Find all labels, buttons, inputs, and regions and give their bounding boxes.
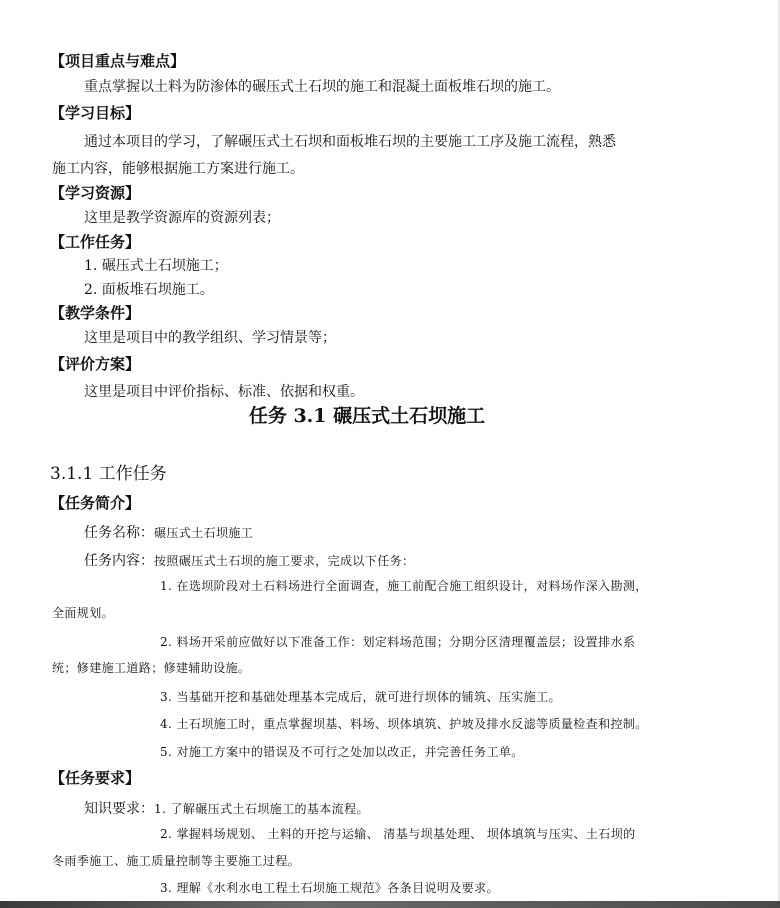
knowledge-label: 知识要求：	[84, 801, 154, 817]
subsection-title: 3.1.1 工作任务	[50, 464, 167, 484]
heading-evaluation: 【评价方案】	[50, 355, 141, 373]
requirement-item-2-line1: 2. 掌握料场规划、 土料的开挖与运输、 清基与坝基处理、 坝体填筑与压实、土石坝的	[160, 827, 636, 841]
resources-text: 这里是教学资源库的资源列表；	[84, 210, 280, 226]
heading-resources: 【学习资源】	[50, 184, 141, 202]
requirement-item-3: 3. 理解《水利水电工程土石坝施工规范》各条目说明及要求。	[160, 881, 499, 895]
intro-item-1-line1: 1. 在选坝阶段对土石料场进行全面调查，施工前配合施工组织设计，对料场作深入勘测，	[160, 579, 648, 593]
heading-conditions: 【教学条件】	[50, 304, 141, 322]
intro-item-5: 5. 对施工方案中的错误及不可行之处加以改正，并完善任务工单。	[160, 745, 524, 759]
task-content-row	[84, 552, 414, 568]
heading-task-requirements: 【任务要求】	[50, 769, 141, 787]
heading-task-intro: 【任务简介】	[50, 494, 141, 512]
knowledge-row	[84, 800, 369, 816]
goals-text-line2: 施工内容，能够根据施工方案进行施工。	[52, 161, 304, 177]
intro-item-2-line2: 统；修建施工道路；修建辅助设施。	[52, 661, 251, 675]
requirement-item-2-line2: 冬雨季施工、施工质量控制等主要施工过程。	[52, 854, 301, 868]
work-task-item-2: 2. 面板堆石坝施工。	[84, 282, 214, 298]
task-title: 任务 3.1 碾压式土石坝施工	[248, 405, 486, 427]
task-content-label: 任务内容：	[84, 553, 154, 569]
intro-item-1-line2: 全面规划。	[52, 606, 115, 620]
task-name-row	[84, 524, 253, 540]
task-content-value: 按照碾压式土石坝的施工要求，完成以下任务：	[154, 554, 415, 568]
task-name-label: 任务名称：	[84, 525, 154, 541]
intro-item-4: 4. 土石坝施工时，重点掌握坝基、料场、坝体填筑、护坡及排水反滤等质量检查和控制。	[160, 717, 648, 731]
conditions-text: 这里是项目中的教学组织、学习情景等；	[84, 330, 336, 346]
heading-work-tasks: 【工作任务】	[50, 233, 141, 251]
intro-item-3: 3. 当基础开挖和基础处理基本完成后，就可进行坝体的铺筑、压实施工。	[160, 690, 561, 704]
key-points-text: 重点掌握以土料为防渗体的碾压式土石坝的施工和混凝土面板堆石坝的施工。	[84, 79, 560, 95]
work-task-item-1: 1. 碾压式土石坝施工；	[84, 258, 228, 274]
goals-text-line1: 通过本项目的学习，了解碾压式土石坝和面板堆石坝的主要施工工序及施工流程，熟悉	[84, 134, 616, 150]
task-name-value: 碾压式土石坝施工	[154, 526, 254, 540]
bottom-scroll-edge	[0, 901, 780, 908]
intro-item-2-line1: 2. 料场开采前应做好以下准备工作：划定料场范围；分期分区清理覆盖层；设置排水系	[160, 635, 636, 649]
evaluation-text: 这里是项目中评价指标、标准、依据和权重。	[84, 384, 364, 400]
heading-key-points: 【项目重点与难点】	[50, 52, 186, 70]
requirement-item-1: 1. 了解碾压式土石坝施工的基本流程。	[154, 802, 369, 816]
heading-goals: 【学习目标】	[50, 104, 141, 122]
